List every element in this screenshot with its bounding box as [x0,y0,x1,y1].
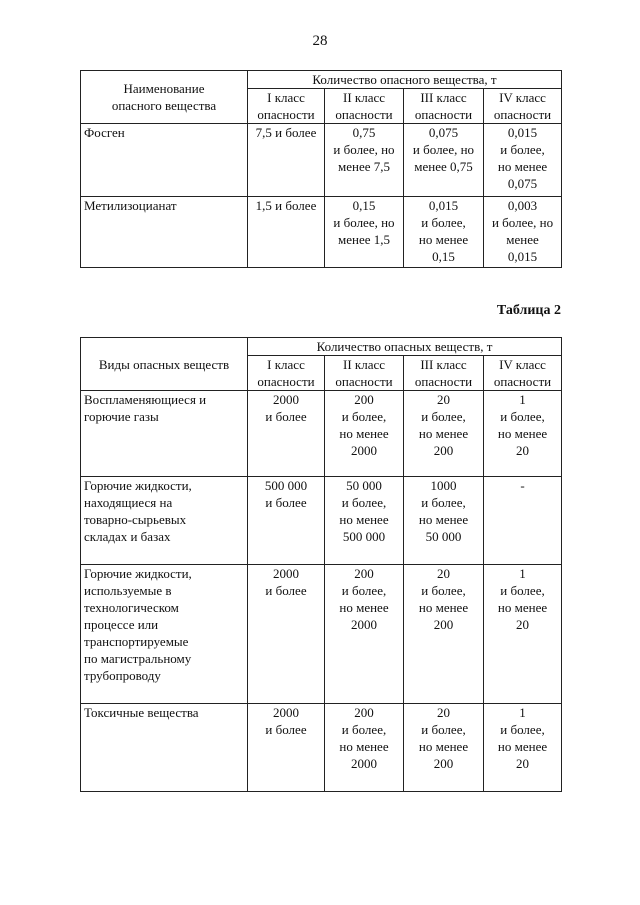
class-4-value: 1 и более, но менее 20 [484,565,562,704]
class-3-value: 1000 и более, но менее 50 000 [404,477,484,565]
class-1-header: I класс опасности [248,356,325,391]
class-3-header: III класс опасности [404,89,484,124]
class-1-value: 2000 и более [248,704,325,792]
hazard-table-2 [80,337,562,792]
class-2-value: 200 и более, но менее 2000 [325,391,404,477]
class-2-header: II класс опасности [325,356,404,391]
substance-name: Фосген [81,124,248,197]
class-3-value: 20 и более, но менее 200 [404,391,484,477]
table-row [81,565,562,704]
class-3-header: III класс опасности [404,356,484,391]
class-1-value: 2000 и более [248,391,325,477]
class-4-value: 1 и более, но менее 20 [484,391,562,477]
class-1-value: 2000 и более [248,565,325,704]
substance-type: Воспламеняющиеся и горючие газы [81,391,248,477]
class-3-value: 0,015 и более, но менее 0,15 [404,197,484,268]
class-3-value: 20 и более, но менее 200 [404,565,484,704]
quantity-group-header: Количество опасного вещества, т [248,71,562,89]
substance-name: Метилизоцианат [81,197,248,268]
class-4-value: - [484,477,562,565]
class-2-value: 200 и более, но менее 2000 [325,565,404,704]
substance-type: Токсичные вещества [81,704,248,792]
hazard-table-1 [80,70,562,268]
class-2-value: 0,75 и более, но менее 7,5 [325,124,404,197]
class-1-value: 500 000 и более [248,477,325,565]
class-4-value: 0,015 и более, но менее 0,075 [484,124,562,197]
table-row [81,704,562,792]
class-4-header: IV класс опасности [484,356,562,391]
table-row [81,477,562,565]
table-row [81,124,562,197]
class-3-value: 0,075 и более, но менее 0,75 [404,124,484,197]
substance-type: Горючие жидкости, используемые в технологическом процессе или транспортируемые по магистральному трубопроводу [81,565,248,704]
substance-type-header: Виды опасных веществ [81,338,248,391]
table-2-title: Таблица 2 [496,303,561,318]
substance-name-header: Наименование опасного вещества [81,71,248,124]
quantity-group-header: Количество опасных веществ, т [248,338,562,356]
class-4-header: IV класс опасности [484,89,562,124]
class-2-value: 200 и более, но менее 2000 [325,704,404,792]
class-4-value: 0,003 и более, но менее 0,015 [484,197,562,268]
table-row [81,391,562,477]
class-1-value: 1,5 и более [248,197,325,268]
page-number: 28 [312,33,328,49]
class-1-value: 7,5 и более [248,124,325,197]
class-2-header: II класс опасности [325,89,404,124]
class-2-value: 50 000 и более, но менее 500 000 [325,477,404,565]
table-row [81,197,562,268]
class-4-value: 1 и более, но менее 20 [484,704,562,792]
table-header-row [81,71,562,89]
table-header-row [81,338,562,356]
substance-type: Горючие жидкости, находящиеся на товарно-сырьевых складах и базах [81,477,248,565]
class-2-value: 0,15 и более, но менее 1,5 [325,197,404,268]
class-1-header: I класс опасности [248,89,325,124]
class-3-value: 20 и более, но менее 200 [404,704,484,792]
